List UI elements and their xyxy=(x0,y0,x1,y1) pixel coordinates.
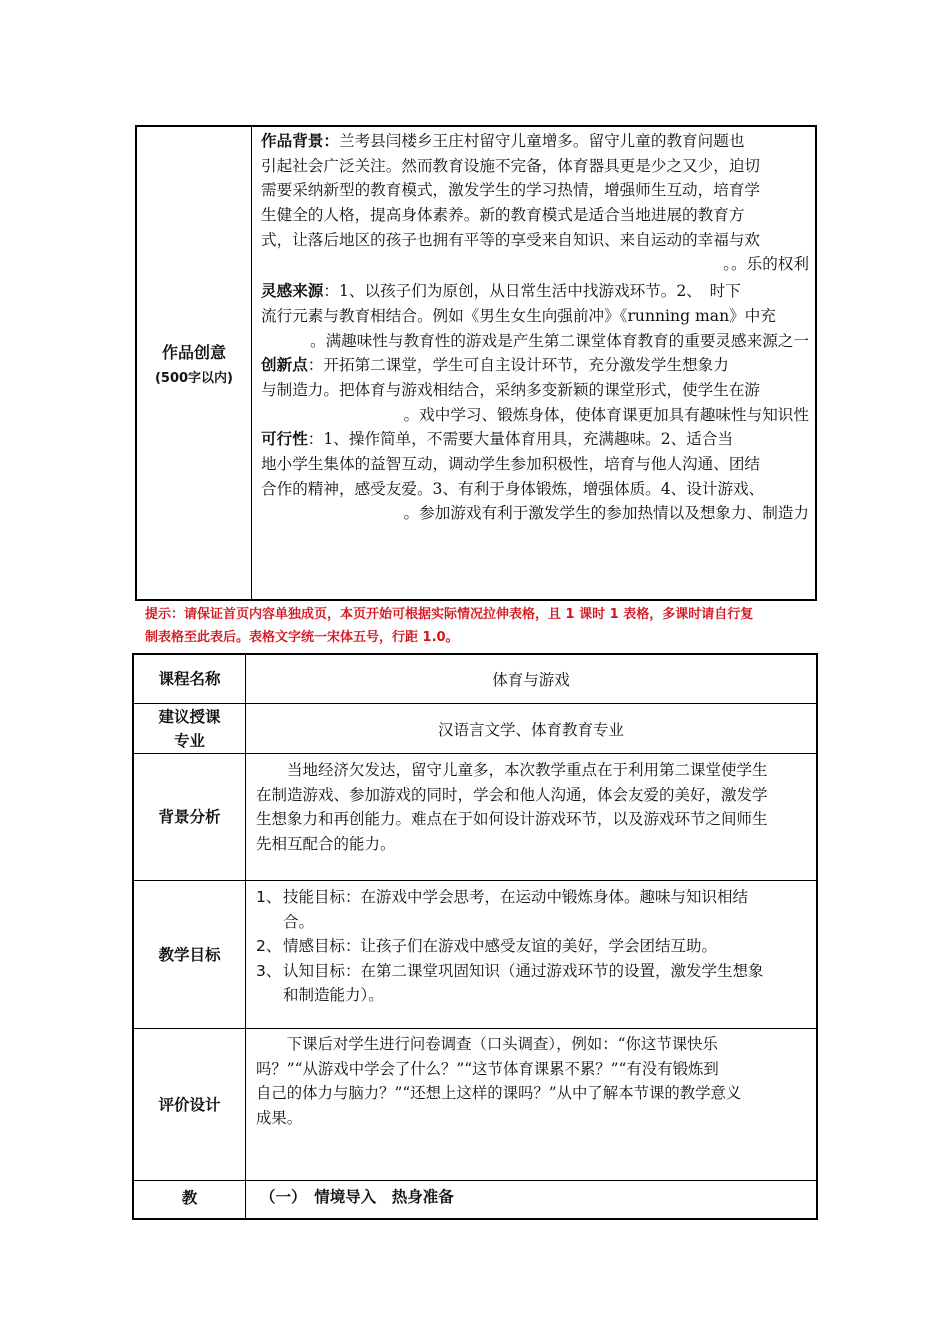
feasibility-heading: 可行性 xyxy=(261,430,308,449)
innovation-line: 创新点：开拓第二课堂，学生可自主设计环节，充分激发学生想象力 xyxy=(261,356,729,375)
inspiration-line: 流行元素与教育相结合。例如《男生女生向强前冲》《running man》中充 xyxy=(261,306,776,325)
goals-label: 教学目标 xyxy=(134,881,246,1028)
hint-line: 提示：请保证首页内容单独成页，本页开始可根据实际情况拉伸表格，且 1 课时 1 表格，多课时请自行复 xyxy=(145,607,754,622)
creative-content xyxy=(261,129,809,526)
hint-note xyxy=(145,603,825,649)
background-heading: 作品背景： xyxy=(261,132,339,150)
creative-label-cell xyxy=(137,127,252,599)
background-line: 式，让落后地区的孩子也拥有平等的享受来自知识、来自运动的幸福与欢 xyxy=(261,230,761,249)
creative-sublabel: (500字以内) xyxy=(154,371,234,386)
feasibility-line: 可行性：1、操作简单，不需要大量体育用具，充满趣味。2、适合当 xyxy=(261,430,734,449)
major-value: 汉语言文学、体育教育专业 xyxy=(437,720,624,739)
background-line: 需要采纳新型的教育模式，激发学生的学习热情，增强师生互动，培育学 xyxy=(261,181,761,200)
inspiration-line: 灵感来源：1、以孩子们为原创，从日常生活中找游戏环节。2、 时下 xyxy=(261,282,741,301)
innovation-line: 与制造力。把体育与游戏相结合，采纳多变新颖的课堂形式，使学生在游 xyxy=(261,380,761,399)
goal-item: 2、 情感目标：让孩子们在游戏中感受友谊的美好，学会团结互助。 xyxy=(256,937,718,955)
feasibility-line: 合作的精神，感受友爱。3、有利于身体锻炼，增强体质。4、设计游戏、 xyxy=(261,479,765,498)
innovation-heading: 创新点 xyxy=(261,356,308,375)
inspiration-line: 。满趣味性与教育性的游戏是产生第二课堂体育教育的重要灵感来源之一 xyxy=(309,331,809,350)
goals-list xyxy=(246,881,816,1028)
goals-row xyxy=(134,881,816,1029)
evaluation-row xyxy=(134,1029,816,1181)
background-line: 引起社会广泛关注。然而教育设施不完备，体育器具更是少之又少，迫切 xyxy=(261,156,761,175)
feasibility-line: 地小学生集体的益智互动，调动学生参加积极性，培育与他人沟通、团结 xyxy=(261,454,761,473)
hint-line: 制表格至此表后。表格文字统一宋体五号，行距 1.0。 xyxy=(145,630,459,645)
course-table xyxy=(132,653,818,1220)
inspiration-heading: 灵感来源 xyxy=(261,282,324,301)
innovation-line: 。戏中学习、锻炼身体，使体育课更加具有趣味性与知识性 xyxy=(403,405,809,424)
teaching-label: 教 xyxy=(134,1181,246,1218)
feasibility-line: 。参加游戏有利于激发学生的参加热情以及想象力、制造力 xyxy=(403,504,809,523)
goal-item: 3、 认知目标：在第二课堂巩固知识（通过游戏环节的设置，激发学生想象 和制造能力）。 xyxy=(256,961,764,1004)
teaching-row xyxy=(134,1181,816,1218)
background-text: 当地经济欠发达，留守儿童多，本次教学重点在于利用第二课堂使学生 在制造游戏、参加游戏的同时，学会和他人沟通，体会友爱的美好，激发学 生想象力和再创能力。难点在于如何设计游戏环节，以及游戏环节之间师生 先相互配合的能力。 xyxy=(256,761,768,853)
background-line: 作品背景：兰考县闫楼乡王庄村留守儿童增多。留守儿童的教育问题也 xyxy=(261,132,745,150)
creative-label: 作品创意 xyxy=(161,343,226,362)
background-label: 背景分析 xyxy=(134,754,246,880)
evaluation-text: 下课后对学生进行问卷调查（口头调查），例如：“你这节课快乐 吗？”“从游戏中学会了什么？”“这节体育课累不累？”“有没有锻炼到 自己的体力与脑力？”“还想上这样的课吗？”从中了解本节课的教学意义 成果。 xyxy=(256,1035,742,1127)
course-name-label: 课程名称 xyxy=(134,655,246,703)
creative-table xyxy=(135,125,817,601)
background-line: 。。乐的权利 xyxy=(723,255,809,274)
evaluation-label: 评价设计 xyxy=(134,1029,246,1180)
teaching-heading: （一） 情境导入 热身准备 xyxy=(260,1188,454,1206)
major-label: 建议授课 专业 xyxy=(134,704,246,753)
background-line: 生健全的人格，提高身体素养。新的教育模式是适合当地进展的教育方 xyxy=(261,206,745,225)
course-name-value: 体育与游戏 xyxy=(492,671,570,689)
major-row xyxy=(134,704,816,754)
course-name-row xyxy=(134,655,816,704)
background-row xyxy=(134,754,816,881)
goal-item: 1、 技能目标：在游戏中学会思考，在运动中锻炼身体。趣味与知识相结 合。 xyxy=(256,888,749,931)
